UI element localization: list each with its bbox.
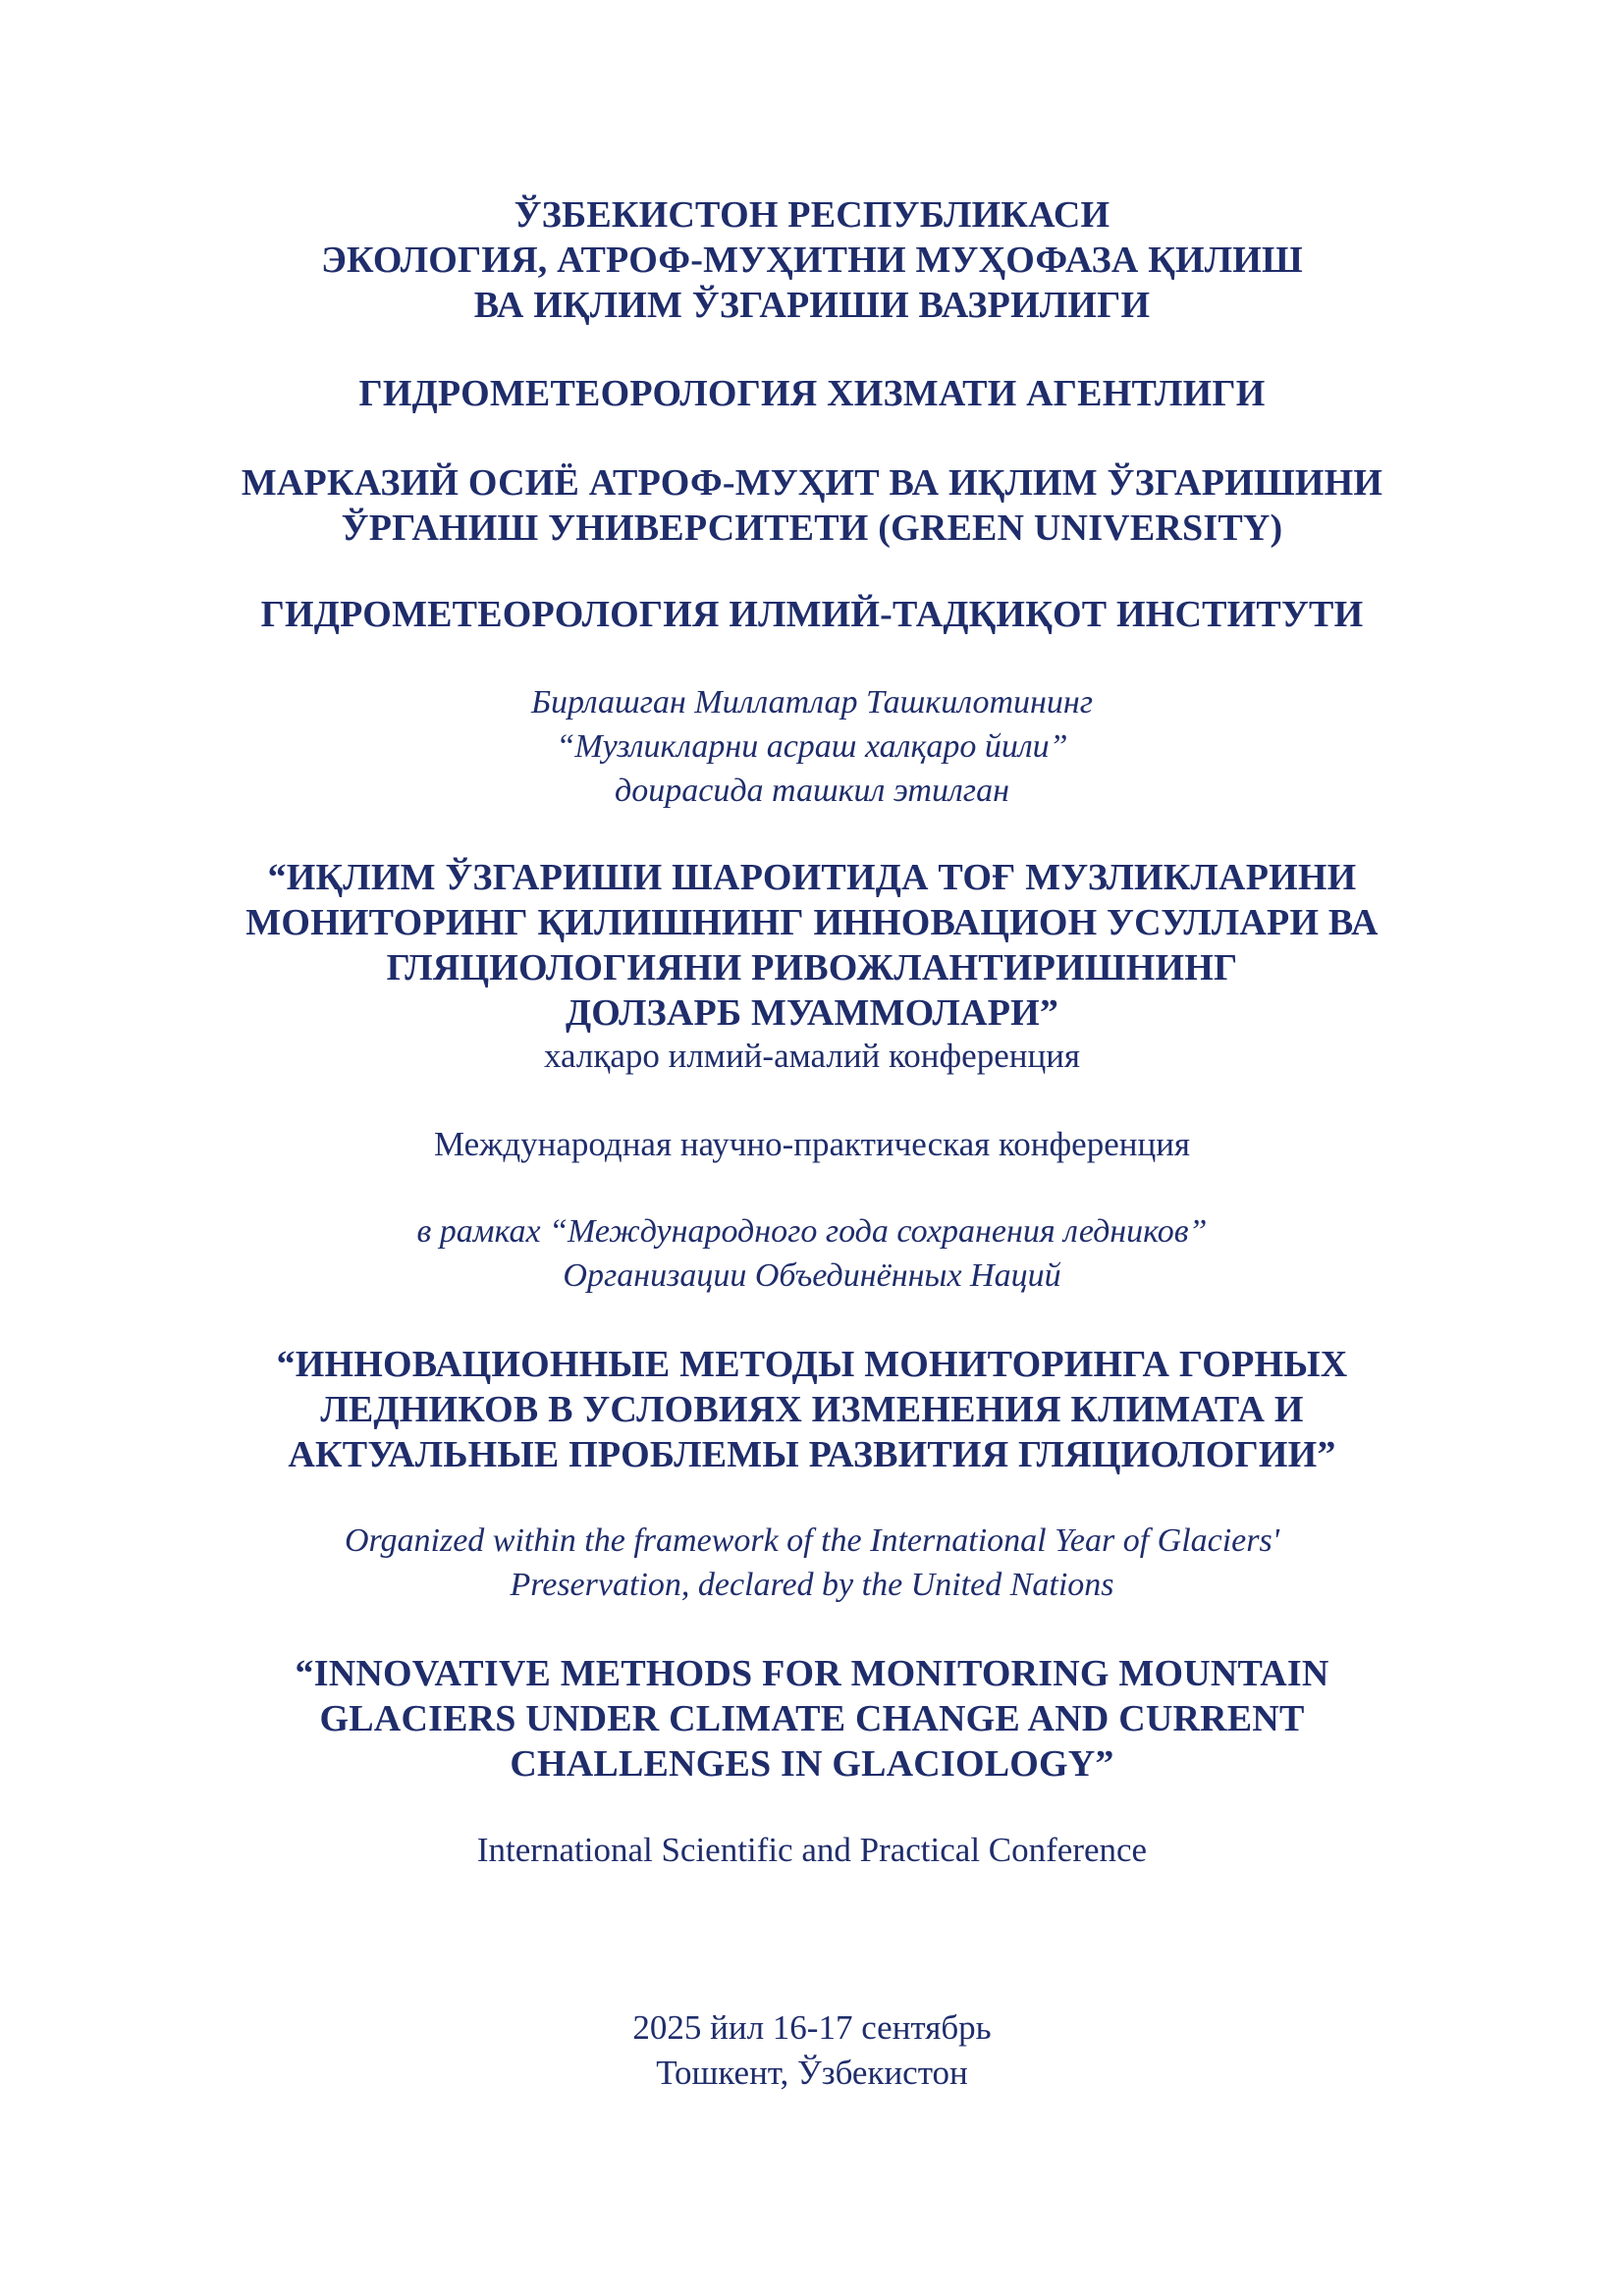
conference-type-uz: [177, 1034, 1447, 1079]
conference-type-en: [177, 1828, 1447, 1873]
un-ru-line-2: Организации Объединённых Наций: [563, 1257, 1061, 1294]
un-uz-line-2: “Музликларни асраш халқаро йили”: [556, 728, 1068, 765]
un-uz-line-1: Бирлашган Миллатлар Ташкилотининг: [530, 684, 1094, 721]
ministry-line-2: ЭКОЛОГИЯ, АТРОФ-МУҲИТНИ МУҲОФАЗА ҚИЛИШ: [321, 240, 1303, 281]
title-uz-line-2: МОНИТОРИНГ ҚИЛИШНИНГ ИННОВАЦИОН УСУЛЛАРИ ВА: [245, 902, 1379, 943]
ministry-heading: [177, 192, 1447, 328]
conf-ru-line: Международная научно-практическая конференция: [433, 1125, 1191, 1163]
event-date: 2025 йил 16-17 сентябрь: [632, 2008, 992, 2047]
ministry-line-1: ЎЗБЕКИСТОН РЕСПУБЛИКАСИ: [514, 194, 1110, 236]
un-en-line-2: Preservation, declared by the United Nations: [510, 1567, 1114, 1603]
title-uz-line-3: ГЛЯЦИОЛОГИЯНИ РИВОЖЛАНТИРИШНИНГ: [386, 947, 1238, 988]
un-ru-line-1: в рамках “Международного года сохранения ледников”: [416, 1213, 1208, 1250]
agency-heading: [177, 371, 1447, 416]
un-uz-line-3: доирасида ташкил этилган: [615, 773, 1009, 809]
conference-type-ru: [177, 1122, 1447, 1167]
un-en-line-1: Organized within the framework of the International Year of Glaciers': [345, 1522, 1279, 1559]
title-uz-line-4: ДОЛЗАРБ МУАММОЛАРИ”: [565, 992, 1059, 1034]
title-ru-line-1: “ИННОВАЦИОННЫЕ МЕТОДЫ МОНИТОРИНГА ГОРНЫХ: [276, 1344, 1348, 1385]
agency-line: ГИДРОМЕТЕОРОЛОГИЯ ХИЗМАТИ АГЕНТЛИГИ: [358, 373, 1266, 414]
university-line-2: ЎРГАНИШ УНИВЕРСИТЕТИ (GREEN UNIVERSITY): [341, 507, 1283, 549]
conf-en-line: International Scientific and Practical Conference: [476, 1831, 1148, 1869]
un-framework-ru: [177, 1209, 1447, 1298]
conference-title-ru: [177, 1342, 1447, 1477]
title-ru-line-3: АКТУАЛЬНЫЕ ПРОБЛЕМЫ РАЗВИТИЯ ГЛЯЦИОЛОГИИ”: [288, 1434, 1336, 1475]
event-place: Тошкент, Ўзбекистон: [656, 2054, 968, 2092]
un-framework-uz: [177, 680, 1447, 813]
title-uz-line-1: “ИҚЛИМ ЎЗГАРИШИ ШАРОИТИДА ТОҒ МУЗЛИКЛАРИНИ: [267, 857, 1357, 898]
institute-line: ГИДРОМЕТЕОРОЛОГИЯ ИЛМИЙ-ТАДҚИҚОТ ИНСТИТУТИ: [260, 594, 1364, 635]
event-date-place: [177, 2005, 1447, 2096]
un-framework-en: [177, 1519, 1447, 1607]
title-en-line-2: GLACIERS UNDER CLIMATE CHANGE AND CURRENT: [319, 1698, 1305, 1739]
institute-heading: [177, 592, 1447, 637]
university-heading: [177, 460, 1447, 551]
conf-uz-line: халқаро илмий-амалий конференция: [543, 1037, 1081, 1075]
university-line-1: МАРКАЗИЙ ОСИЁ АТРОФ-МУҲИТ ВА ИҚЛИМ ЎЗГАРИШИНИ: [241, 462, 1383, 504]
title-ru-line-2: ЛЕДНИКОВ В УСЛОВИЯХ ИЗМЕНЕНИЯ КЛИМАТА И: [320, 1389, 1304, 1430]
conference-title-uz: [177, 855, 1447, 1036]
title-en-line-3: CHALLENGES IN GLACIOLOGY”: [510, 1743, 1114, 1785]
title-en-line-1: “INNOVATIVE METHODS FOR MONITORING MOUNTAIN: [295, 1653, 1329, 1694]
ministry-line-3: ВА ИҚЛИМ ЎЗГАРИШИ ВАЗРИЛИГИ: [473, 285, 1151, 326]
conference-title-en: [177, 1651, 1447, 1787]
